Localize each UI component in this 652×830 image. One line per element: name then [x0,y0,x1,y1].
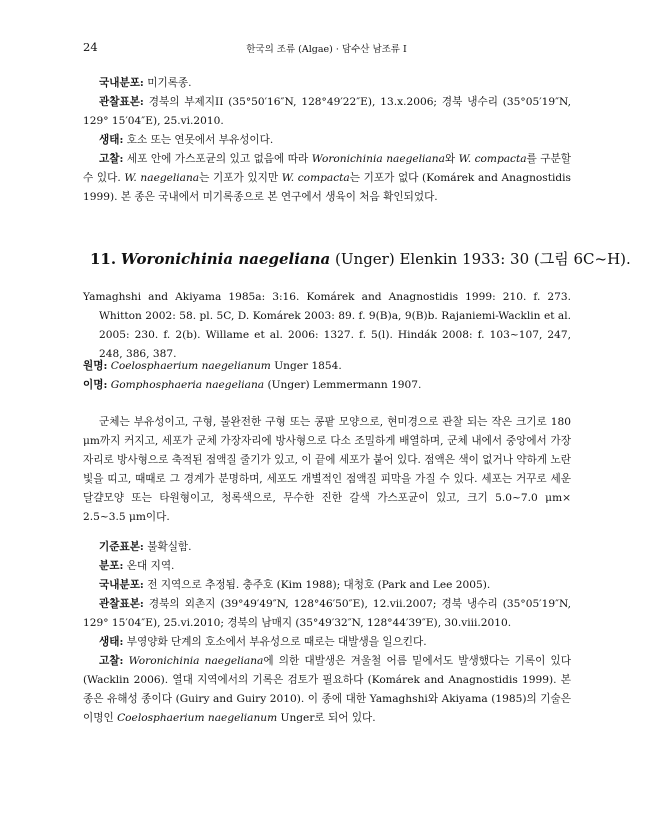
korean-distribution: 국내분포: 미기록종. [99,77,192,89]
species-heading: 11. Woronichinia naegeliana (Unger) Elenkin 1933: 30 (그림 6C~H). [90,250,631,268]
discussion-2: 고찰: Woronichinia naegeliana에 의한 대발생은 겨울철 어름 밑에서도 발생했다는 기록이 있다 (Wacklin 2006). 열대 지역에서의 기록은 검토가 필요하다 (Komárek and Anagnostidis 1999). 본 종은 유해성 종이다 (Guiry and Guiry 2010). 이 종에 대한 Yamaghshi와 Akiyama (1985)의 기술은 이명인 Coelosphaerium naegelianum Unger로 되어 있다. [83,655,571,724]
synonym-line: 이명: Gomphosphaeria naegeliana (Unger) Lemmermann 1907. [83,379,422,391]
ecology: 생태: 호소 또는 연못에서 부유성이다. [99,134,274,146]
type-specimen: 기준표본: 불확실함. [99,541,192,553]
description-block [83,413,571,527]
references-text: Yamaghshi and Akiyama 1985a: 3:16. Komárek and Anagnostidis 1999: 210. f. 273. Whitton 2002: 58. pl. 5C, D. Komárek 2003: 89. f. 9(B)a, 9(B)b. Rajaniemi-Wacklin et al. 2005: 230. f. 2(b). Willame et al. 2006: 1327. f. 5(l). Hindák 2008: f. 103~107, 247, 248, 386, 387. [83,291,571,360]
previous-species-section [83,74,571,207]
running-title: 한국의 조류 (Algae) · 담수산 남조류 I [246,44,407,55]
page-header [83,40,570,56]
description-text: 군체는 부유성이고, 구형, 불완전한 구형 또는 콩팥 모양으로, 현미경으로 관찰 되는 작은 크기로 180 μm까지 커지고, 세포가 군체 가장자리에 방사형으로 다소 조밀하게 배열하며, 군체 내에서 중앙에서 가장자리로 방사형으로 축적된 점액질 줄기가 있고, 이 끝에 세포가 붙어 있다. 점액은 색이 없거나 약하게 노란 빛을 띠고, 때때로 그 경계가 분명하며, 세포도 개별적인 점액질 피막을 가질 수 있다. 세포는 거꾸로 세운 달걀모양 또는 타원형이고, 청록색으로, 무수한 진한 갈색 가스포균이 있고, 크기 5.0~7.0 μm× 2.5~3.5 μm이다. [83,416,571,523]
korean-distribution-2: 국내분포: 전 지역으로 추정됨. 충주호 (Kim 1988); 대청호 (Park and Lee 2005). [99,579,491,591]
page-number: 24 [83,40,98,54]
discussion: 고찰: 세포 안에 가스포균의 있고 없음에 따라 Woronichinia naegeliana와 W. compacta를 구분할 수 있다. W. naegeliana는 기포가 있지만 W. compacta는 기포가 없다 (Komárek and Anagnostidis 1999). 본 종은 국내에서 미기록종으로 본 연구에서 생육이 처음 확인되었다. [83,153,572,203]
distribution: 분포: 온대 지역. [99,560,175,572]
basionym-line: 원명: Coelosphaerium naegelianum Unger 1854. [83,360,342,372]
ecology-2: 생태: 부영양화 단계의 호소에서 부유성으로 때로는 대발생을 일으킨다. [99,636,427,648]
species-notes-section [83,538,571,728]
synonyms-block [83,357,571,395]
specimens-examined-2: 관찰표본: 경북의 외촌지 (39°49′49″N, 128°46′50″E), 12.vii.2007; 경북 냉수리 (35°05′19″N, 129° 15′04″E), 25.vi.2010; 경북의 남매지 (35°49′32″N, 128°44′39″E), 30.viii.2010. [83,598,571,629]
references-block [83,288,571,364]
specimens-examined: 관찰표본: 경북의 부제지II (35°50′16″N, 128°49′22″E), 13.x.2006; 경북 냉수리 (35°05′19″N, 129° 15′04″E), 25.vi.2010. [83,96,571,127]
